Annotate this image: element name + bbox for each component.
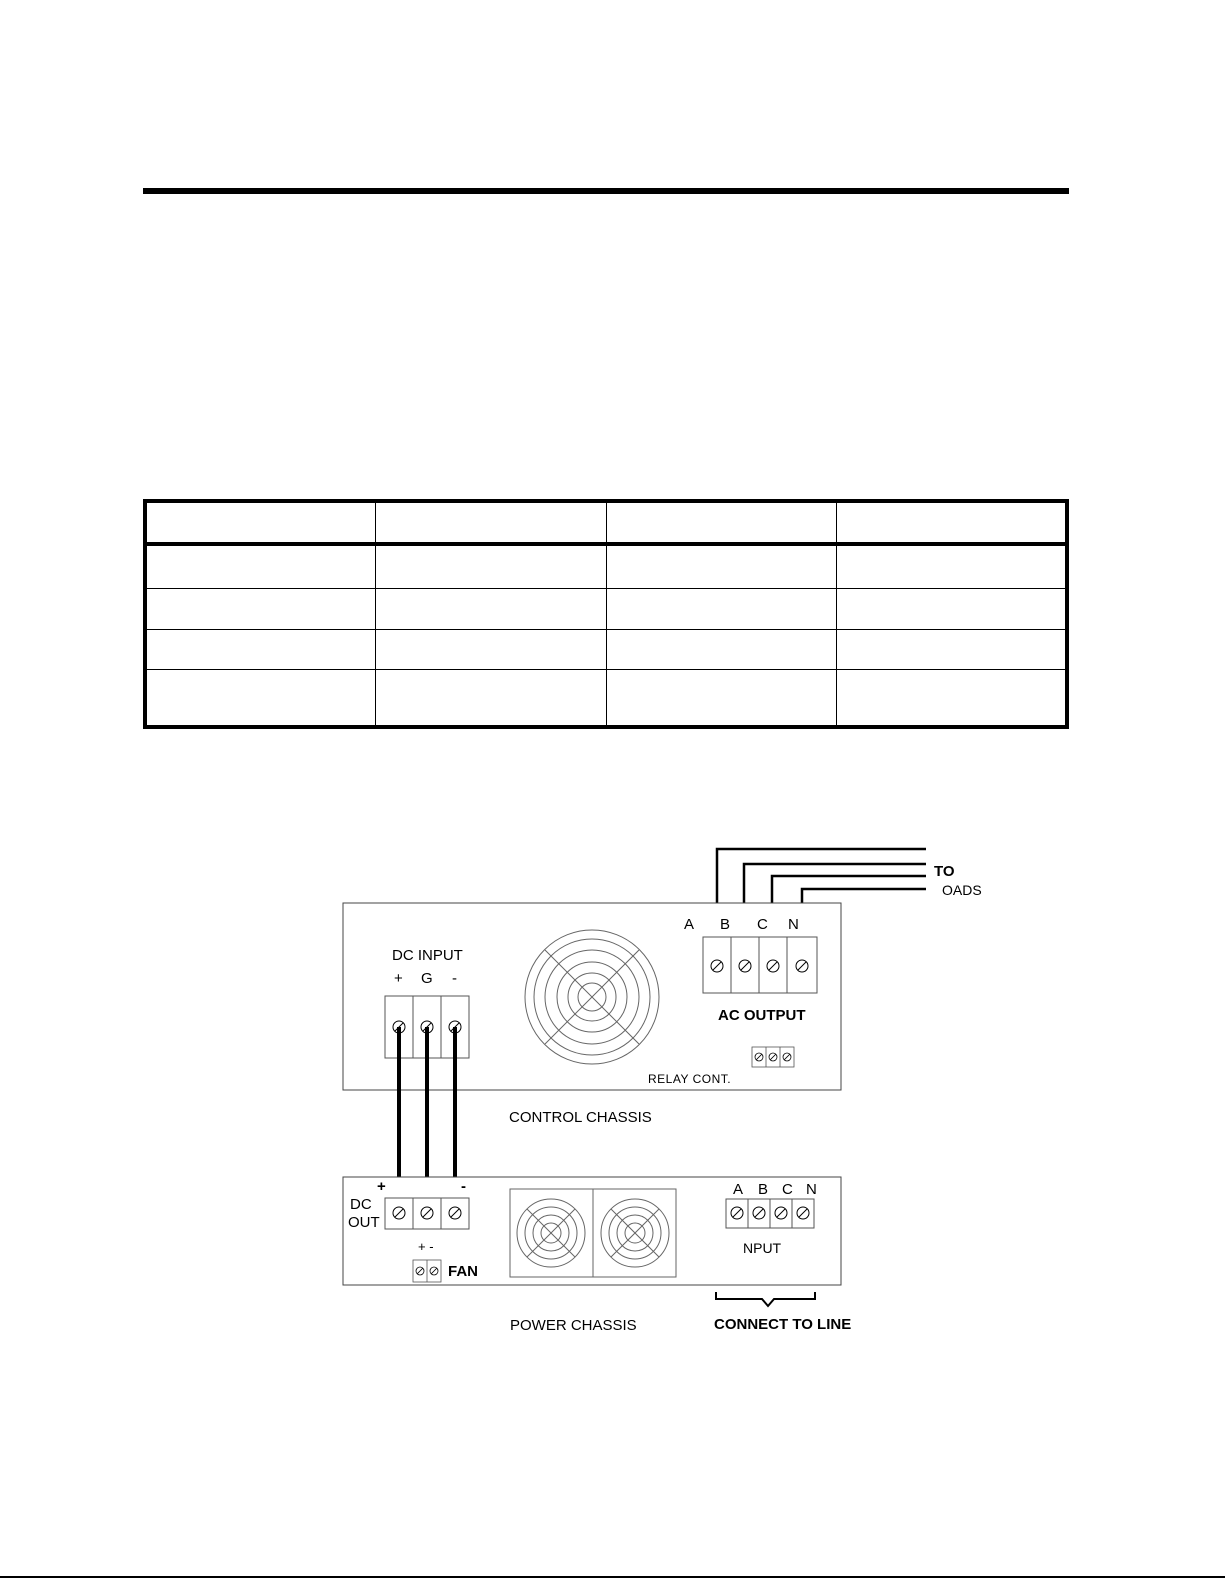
fan-terminal-block xyxy=(413,1260,441,1282)
input-phase-b: B xyxy=(758,1181,769,1198)
ac-output-label: AC OUTPUT xyxy=(718,1007,806,1024)
connect-brace xyxy=(716,1292,815,1306)
input-phase-a: A xyxy=(733,1181,744,1198)
dc-out-terminal-block xyxy=(385,1198,469,1229)
to-label: TO xyxy=(934,863,955,880)
footer-rule xyxy=(0,1576,1225,1578)
input-label: NPUT xyxy=(743,1240,782,1256)
ac-output-terminal-block xyxy=(703,937,817,993)
control-chassis xyxy=(343,903,841,1090)
relay-label: RELAY CONT. xyxy=(648,1072,732,1086)
dc-input-ground: G xyxy=(421,970,433,987)
ac-phase-a: A xyxy=(684,916,695,933)
dc-input-label: DC INPUT xyxy=(392,947,463,964)
connect-to-line-label: CONNECT TO LINE xyxy=(714,1316,852,1333)
fan-terminals-label: + - xyxy=(418,1239,434,1254)
line-input-terminal-block xyxy=(726,1199,814,1228)
dc-out-label-2: OUT xyxy=(348,1214,380,1231)
control-chassis-label: CONTROL CHASSIS xyxy=(509,1109,652,1126)
dc-out-minus: - xyxy=(461,1178,466,1195)
ac-phase-n: N xyxy=(788,916,799,933)
input-phase-n: N xyxy=(806,1181,817,1198)
dc-out-plus: + xyxy=(377,1178,386,1195)
loads-label: OADS xyxy=(942,882,982,898)
input-phase-c: C xyxy=(782,1181,793,1198)
ac-phase-b: B xyxy=(720,916,731,933)
dc-input-plus: + xyxy=(394,970,403,987)
relay-terminal-block xyxy=(752,1047,794,1067)
fan-label: FAN xyxy=(448,1263,478,1280)
dc-out-label-1: DC xyxy=(350,1196,372,1213)
ac-phase-c: C xyxy=(757,916,768,933)
dc-input-minus: - xyxy=(452,970,457,987)
power-chassis-label: POWER CHASSIS xyxy=(510,1317,637,1334)
control-fan-grill xyxy=(525,930,659,1064)
power-chassis xyxy=(343,1177,841,1285)
